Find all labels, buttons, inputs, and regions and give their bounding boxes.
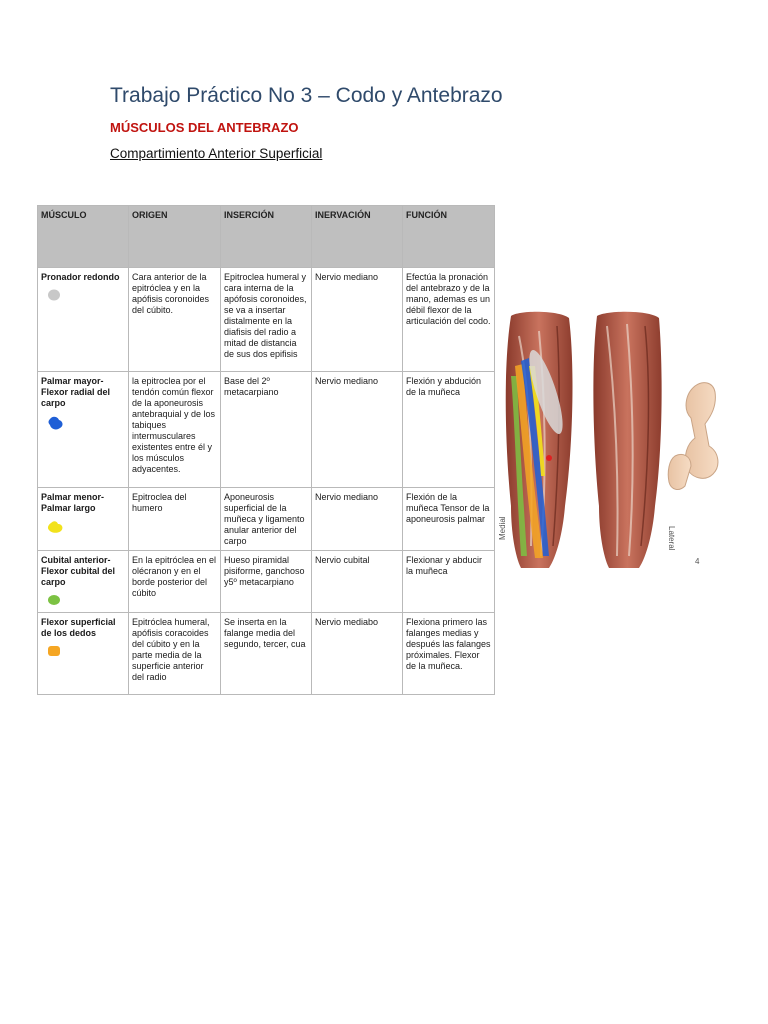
cell-musculo <box>38 372 129 488</box>
cell-origen: Epitroclea del humero <box>129 488 221 551</box>
table-row <box>38 488 495 551</box>
section-heading: MÚSCULOS DEL ANTEBRAZO <box>110 120 299 135</box>
cell-musculo <box>38 488 129 551</box>
cell-origen: la epitroclea por el tendón común flexor de la aponeurosis antebraquial y de los tabiques intermusculares existentes entre él y los músculos adyacentes. <box>129 372 221 488</box>
cell-insercion: Epitroclea humeral y cara interna de la apófosis coronoides, se va a insertar distalmente en la diafisis del radio a mitad de distancia de sus dos epifisis <box>221 268 312 372</box>
table-row <box>38 268 495 372</box>
table-row <box>38 372 495 488</box>
cell-inervacion: Nervio mediano <box>312 372 403 488</box>
forearm-muscles-illustration <box>499 306 727 572</box>
page-title: Trabajo Práctico No 3 – Codo y Antebrazo <box>110 84 503 107</box>
muscle-name: Pronador redondo <box>41 272 120 282</box>
cell-origen: En la epitróclea en el olécranon y en el borde posterior del cúbito <box>129 551 221 613</box>
color-marker-icon <box>47 415 65 431</box>
muscle-table <box>37 205 495 695</box>
muscle-name: Palmar menor- Palmar largo <box>41 492 105 513</box>
cell-funcion: Flexión y abdución de la muñeca <box>403 372 495 488</box>
cell-musculo <box>38 551 129 613</box>
subsection-heading: Compartimiento Anterior Superficial <box>110 146 323 161</box>
muscle-name: Palmar mayor- Flexor radial del carpo <box>41 376 111 408</box>
cell-inervacion: Nervio mediano <box>312 268 403 372</box>
color-marker-icon <box>47 594 61 606</box>
cell-musculo <box>38 268 129 372</box>
header-funcion: FUNCIÓN <box>403 206 495 268</box>
cell-insercion: Base del 2º metacarpiano <box>221 372 312 488</box>
cell-musculo <box>38 613 129 695</box>
cell-inervacion: Nervio mediabo <box>312 613 403 695</box>
cell-funcion: Efectúa la pronación del antebrazo y de la mano, ademas es un débil flexor de la articulación del codo. <box>403 268 495 372</box>
cell-insercion: Hueso piramidal pisiforme, ganchoso y5º metacarpiano <box>221 551 312 613</box>
header-inervacion: INERVACIÓN <box>312 206 403 268</box>
table-header-row <box>38 206 495 268</box>
cell-funcion: Flexiona primero las falanges medias y después las falanges próximales. Flexor de la muñeca. <box>403 613 495 695</box>
cell-funcion: Flexión de la muñeca Tensor de la aponeurosis palmar <box>403 488 495 551</box>
cell-inervacion: Nervio cubital <box>312 551 403 613</box>
medial-label: Medial <box>498 516 507 540</box>
figure-page-number: 4 <box>695 557 700 566</box>
table-row <box>38 613 495 695</box>
lateral-label: Lateral <box>667 526 676 551</box>
cell-origen: Cara anterior de la epitróclea y en la apófisis coronoides del cúbito. <box>129 268 221 372</box>
muscle-name: Cubital anterior- Flexor cubital del carpo <box>41 555 116 587</box>
header-musculo: MÚSCULO <box>38 206 129 268</box>
cell-funcion: Flexionar y abducir la muñeca <box>403 551 495 613</box>
cell-origen: Epitróclea humeral, apófisis coracoides del cúbito y en la parte media de la superficie anterior del radio <box>129 613 221 695</box>
color-marker-icon <box>47 520 65 534</box>
cell-insercion: Aponeurosis superficial de la muñeca y ligamento anular anterior del carpo <box>221 488 312 551</box>
cell-inervacion: Nervio mediano <box>312 488 403 551</box>
forearm-anatomy-figure <box>499 306 727 572</box>
color-marker-icon <box>47 289 61 301</box>
cell-insercion: Se inserta en la falange media del segundo, tercer, cua <box>221 613 312 695</box>
table-row <box>38 551 495 613</box>
muscle-name: Flexor superficial de los dedos <box>41 617 116 638</box>
header-origen: ORIGEN <box>129 206 221 268</box>
header-insercion: INSERCIÓN <box>221 206 312 268</box>
color-marker-icon <box>47 645 61 657</box>
